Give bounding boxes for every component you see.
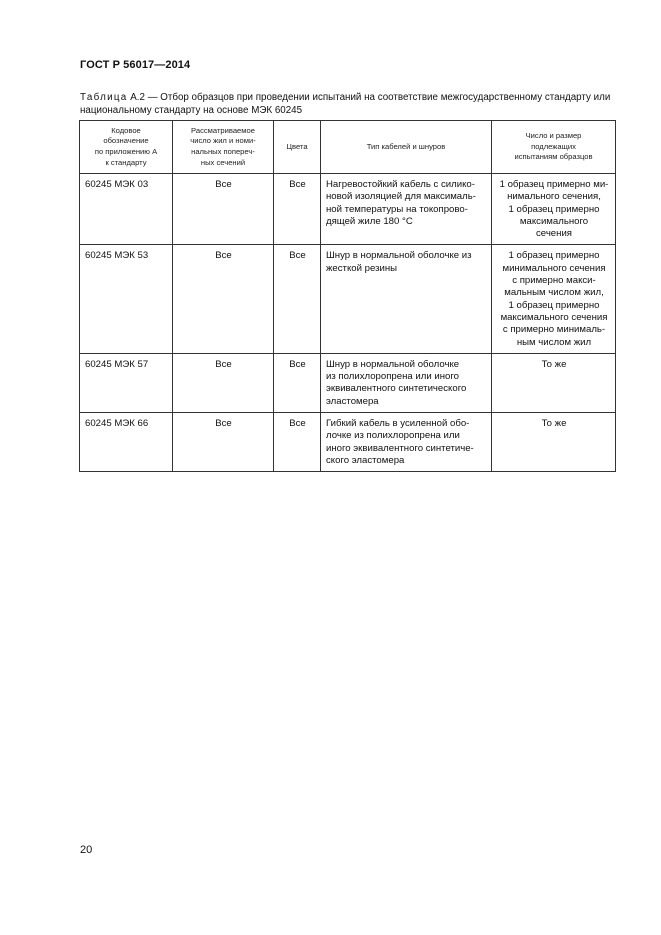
cell-sample-count: 1 образец примерно минимального сечения с примерно макси- мальным числом жил, 1 образец примерно максимального сечения с примерно минималь- ным числом жил: [492, 245, 616, 353]
caption-number: А.2: [130, 92, 145, 103]
cell-colors: Все: [274, 413, 321, 472]
cell-sample-count: 1 образец примерно ми- нимального сечения, 1 образец примерно максимального сечения: [492, 174, 616, 245]
cell-code: 60245 МЭК 03: [80, 174, 173, 245]
cell-colors: Все: [274, 245, 321, 353]
cell-sample-count: То же: [492, 413, 616, 472]
header-cores-cross-sections: Рассматриваемое число жил и номи- нальных попереч- ных сечений: [173, 121, 274, 174]
cell-colors: Все: [274, 353, 321, 412]
header-cable-type: Тип кабелей и шнуров: [321, 121, 492, 174]
cell-code: 60245 МЭК 66: [80, 413, 173, 472]
cell-cable-type: Нагревостойкий кабель с силико- новой изоляцией для максималь- ной температуры на токопрово- дящей жиле 180 °С: [321, 174, 492, 245]
caption-text: — Отбор образцов при проведении испытаний на соответствие межгосударственному стандарту или национальному стандарту на основе МЭК 60245: [80, 92, 611, 116]
table-row: [80, 413, 616, 472]
cell-cable-type: Шнур в нормальной оболочке из полихлоропрена или иного эквивалентного синтетического эластомера: [321, 353, 492, 412]
table-header-row: [80, 121, 616, 174]
cell-sample-count: То же: [492, 353, 616, 412]
caption-label: Таблица: [80, 92, 128, 103]
cell-colors: Все: [274, 174, 321, 245]
table-caption: [80, 92, 616, 117]
cell-cores: Все: [173, 413, 274, 472]
document-standard-id: ГОСТ Р 56017—2014: [80, 59, 191, 71]
cell-code: 60245 МЭК 57: [80, 353, 173, 412]
cell-cable-type: Шнур в нормальной оболочке из жесткой резины: [321, 245, 492, 353]
cell-cores: Все: [173, 245, 274, 353]
table-row: [80, 353, 616, 412]
cell-code: 60245 МЭК 53: [80, 245, 173, 353]
table-row: [80, 245, 616, 353]
cell-cores: Все: [173, 353, 274, 412]
table-row: [80, 174, 616, 245]
header-code: Кодовое обозначение по приложению А к стандарту: [80, 121, 173, 174]
sampling-table: [79, 120, 616, 472]
header-colors: Цвета: [274, 121, 321, 174]
cell-cable-type: Гибкий кабель в усиленной обо- лочке из полихлоропрена или иного эквивалентного синтетиче- ского эластомера: [321, 413, 492, 472]
header-sample-count: Число и размер подлежащих испытаниям образцов: [492, 121, 616, 174]
page-number: 20: [80, 844, 93, 856]
cell-cores: Все: [173, 174, 274, 245]
